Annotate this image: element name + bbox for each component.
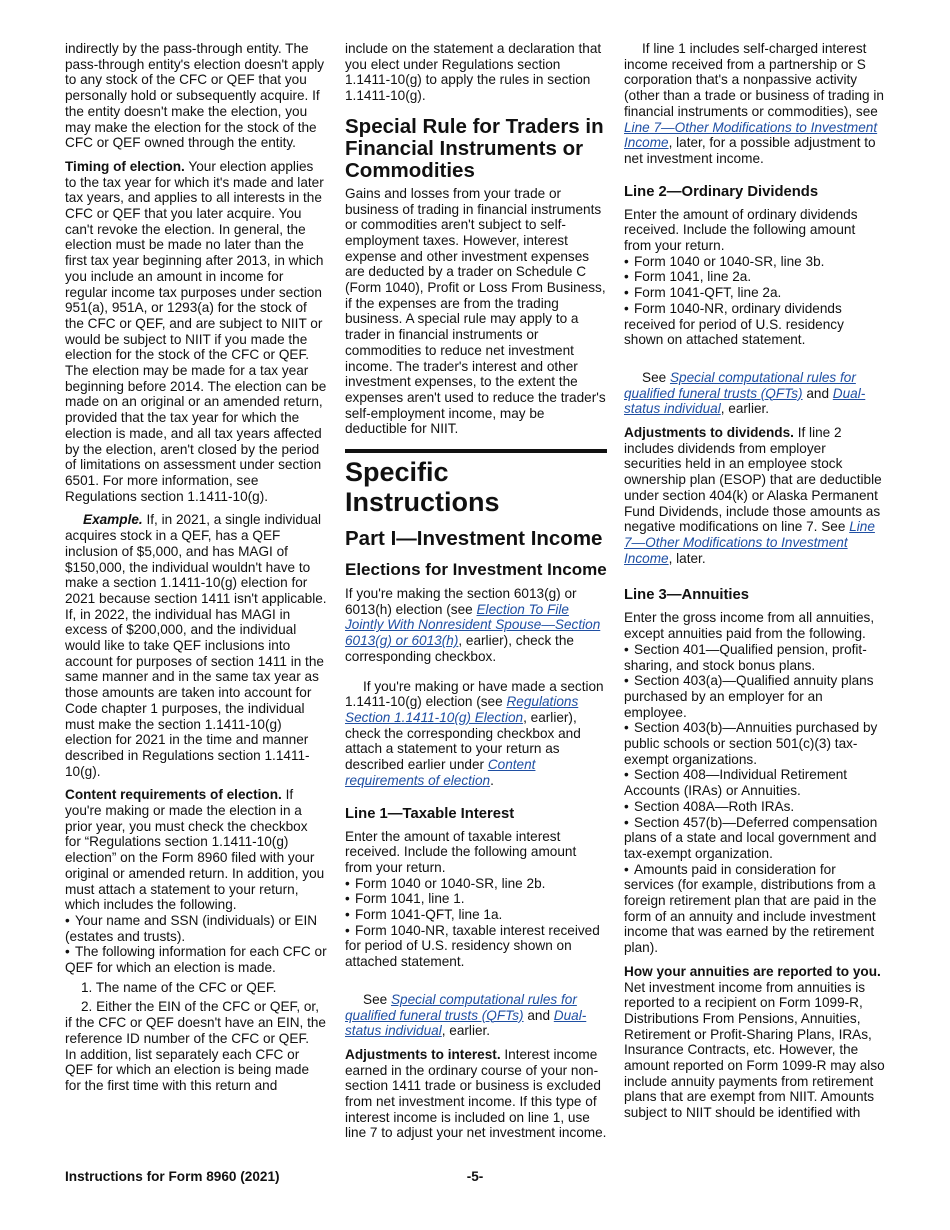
paragraph-self-charged: If line 1 includes self-charged interest income received from a partnership or S corporation that's a nonpassive activity (other than a trade or business of trading in financial instruments or commodities), see Line 7—Other Modifications to Investment Income, later, for a possible adjustment to net investment income. [624,41,884,166]
bullet-icon: • [345,875,350,891]
bullet-icon: • [624,798,629,814]
paragraph-content-requirements [65,787,327,913]
numbered-item: 2. Either the EIN of the CFC or QEF, or, if the CFC or QEF doesn't have an EIN, the reference ID number of the CFC or QEF. [65,999,326,1046]
list-item: • Section 401—Qualified pension, profit-sharing, and stock bonus plans. [624,641,867,673]
bullet-icon: • [345,922,350,938]
list-item: • Your name and SSN (individuals) or EIN (estates and trusts). [65,912,318,944]
bullet-icon: • [624,253,629,269]
bullet-icon: • [624,641,629,657]
example-body: If, in 2021, a single individual acquires stock in a QEF, has a QEF inclusion of $5,000, and has MAGI of $150,000, the individual wouldn't have to make a section 1.1411-10(g) election for 2021 because section 1411 isn't applicable. If, in 2022, the individual has MAGI in excess of $200,000, and the individual would like to take QEF inclusions into account for purposes of section 1411 in the same manner and in the same tax year as those amounts are taken into account for Code chapter 1 purposes, the individual must make the section 1.1411-10(g) election for 2021 in the time and manner described in Regulations section 1.1411-10(g). [65,512,327,779]
list-item: • Form 1041-QFT, line 2a. [624,285,782,301]
paragraph-traders: Gains and losses from your trade or business of trading in financial instruments or commodities aren't subject to self-employment taxes. However, interest expense and other investment expenses are deducted by a trader on Schedule C (Form 1040), Profit or Loss From Business, if the expenses are from the trading business. A special rule may apply to a trader in financial instruments or commodities to reduce net investment income. The trader's interest and other investment expenses, to the extent the expenses aren't used to reduce the trader's self-employment income, may be deductible for NIIT. [345,185,606,437]
content-body: If you're making or made the election in a prior year, you must check the checkbox for “Regulations section 1.1411-10(g) election” on the Form 8960 filed with your original or amended return. In addition, you must attach a statement to your return, which includes the following. [65,787,325,913]
bullet-icon: • [624,767,629,783]
list-item: • Form 1041, line 2a. [624,269,752,285]
footer-form-title: Instructions for Form 8960 (2021) [65,1169,280,1184]
link-dual-status[interactable]: Dual-status individual [624,385,866,417]
bullet-icon: • [624,269,629,285]
paragraph-how-reported: How your annuities are reported to you. Net investment income from annuities is reported to a recipient on Form 1099-R, Distributions From Pensions, Annuities, Retirement or Profit-Sharing Plans, IRAs, Insurance Contracts, etc. However, the amount reported on Form 1099-R may also include annuity payments from retirement plans that are exempt from NIIT. Amounts subject to NIIT should be identified with [624,963,885,1121]
link-election-joint[interactable]: Election To File Jointly With Nonresident Spouse—Section 6013(g) or 6013(h) [345,601,601,649]
line1-title: Line 1—Taxable Interest [345,805,515,822]
list-item: • Form 1040-NR, ordinary dividends received for period of U.S. residency shown on attached statement. [624,300,844,348]
page-title-specific-instructions: Specific Instructions [345,449,607,517]
column-2 [345,41,607,1149]
link-dual-status[interactable]: Dual-status individual [345,1007,587,1039]
link-qft-rules[interactable]: Special computational rules for qualified funeral trusts (QFTs) [624,369,856,401]
bullet-icon: • [624,720,629,736]
line1-intro: Enter the amount of taxable interest received. Include the following amount from your return. [345,828,577,875]
paragraph-see-also: See Special computational rules for qualified funeral trusts (QFTs) and Dual-status individual, earlier. [624,369,866,417]
list-item: • The following information for each CFC or QEF for which an election is made. [65,944,327,976]
timing-body: Your election applies to the tax year for which it's made and later tax years, and applies to all interests in the CFC or QEF that you later acquire. You can't revoke the election. In general, the election must be made no later than the first tax year beginning after 2013, in which you include an amount in income for regular income tax purposes under section 951(a), 951A, or 1293(a) for the stock of the CFC or QEF, and are subject to NIIT or would be subject to NIIT if you made the election for the stock of the CFC or QEF. The election may be made for a tax year beginning before 2014. The election can be made on an original or an amended return, provided that the tax year for which the election is made, and all tax years affected by the election, aren't closed by the period of limitations on assessment under section 6501. For more information, see Regulations section 1.1411-10(g). [65,158,327,504]
paragraph-declaration: include on the statement a declaration that you elect under Regulations section 1.1411-10(g) to apply the rules in section 1.1411-10(g). [345,41,602,104]
column-1 [65,41,327,1102]
bullet-icon: • [65,912,70,928]
page-number: -5- [466,1169,484,1184]
adjustments-dividends-heading: Adjustments to dividends. [624,425,794,441]
numbered-item: 1. The name of the CFC or QEF. [81,979,277,995]
list-item: • Amounts paid in consideration for services (for example, distributions from a foreign retirement plan that are paid in the form of an annuity and include investment income that was earned by the retirement plan). [624,861,877,956]
how-reported-heading: How your annuities are reported to you. [624,963,881,979]
bullet-icon: • [624,673,629,689]
link-content-requirements[interactable]: Content requirements of election [345,757,536,788]
bullet-icon: • [345,891,350,907]
link-regulations-election[interactable]: Regulations Section 1.1411-10(g) Election [345,694,579,725]
line2-intro: Enter the amount of ordinary dividends received. Include the following amount from your return. [624,206,858,254]
line3-title: Line 3—Annuities [624,587,749,604]
list-item: • Form 1041-QFT, line 1a. [345,907,503,923]
paragraph-see-also: See Special computational rules for qualified funeral trusts (QFTs) and Dual-status individual, earlier. [345,991,587,1039]
paragraph-timing [65,159,327,504]
paragraph-pass-through: indirectly by the pass-through entity. The pass-through entity's election doesn't apply to any stock of the CFC or QEF that you personally hold or subsequently acquire. If the entity doesn't make the election, you may make the election for the stock of the CFC or QEF owned through the entity. [65,41,325,151]
list-item: • Form 1041, line 1. [345,891,465,907]
section-title-part1: Part I—Investment Income [345,527,603,551]
bullet-icon: • [624,861,629,877]
paragraph-addition: In addition, list separately each CFC or QEF for which an election is being made for the first time with this return and [65,1046,310,1093]
list-item: • Form 1040-NR, taxable interest received for period of U.S. residency shown on attached statement. [345,922,600,970]
section-title-traders: Special Rule for Traders in Financial Instruments or Commodities [345,114,604,182]
list-item: • Form 1040 or 1040-SR, line 3b. [624,253,825,269]
paragraph-example [65,512,327,779]
link-line7[interactable]: Line 7—Other Modifications to Investment Income [624,119,878,151]
line3-intro: Enter the gross income from all annuities, except annuities paid from the following. [624,610,875,642]
content-heading: Content requirements of election. [65,787,282,803]
adjustments-interest-heading: Adjustments to interest. [345,1046,501,1062]
bullet-icon: • [65,944,70,960]
bullet-icon: • [345,907,350,923]
line2-title: Line 2—Ordinary Dividends [624,183,819,200]
list-item: • Section 403(a)—Qualified annuity plans purchased by an employer for an employee. [624,673,874,720]
bullet-icon: • [624,300,629,316]
link-qft-rules[interactable]: Special computational rules for qualified funeral trusts (QFTs) [345,991,577,1023]
list-item: • Section 408—Individual Retirement Accounts (IRAs) or Annuities. [624,767,848,799]
paragraph-adjustments-interest: Adjustments to interest. Interest income earned in the ordinary course of your non-section 1411 trade or business is excluded from net investment income. If this type of interest income is included on line 1, use line 7 to adjust your net investment income. [345,1046,607,1141]
paragraph-elections-2: If you're making or have made a section 1.1411-10(g) election (see Regulations Section 1.1411-10(g) Election, earlier), check the corresponding checkbox and attach a statement to your return as described earlier under Content requirements of election. [345,678,604,788]
column-3 [624,41,886,1129]
paragraph-elections-1: If you're making the section 6013(g) or 6013(h) election (see Election To File Jointly With Nonresident Spouse—Section 6013(g) or 6013(h), earlier), check the corresponding checkbox. [345,586,601,664]
list-item: • Form 1040 or 1040-SR, line 2b. [345,875,546,891]
timing-heading: Timing of election. [65,158,185,174]
list-item: • Section 457(b)—Deferred compensation plans of a state and local government and tax-exempt organization. [624,814,878,861]
subsection-title-elections: Elections for Investment Income [345,560,607,580]
list-item: • Section 403(b)—Annuities purchased by public schools or section 501(c)(3) tax-exempt organizations. [624,720,878,767]
example-heading: Example. [83,512,143,528]
paragraph-adjustments-dividends: Adjustments to dividends. If line 2 includes dividends from employer securities held in an employee stock ownership plan (ESOP) that are deductible under section 404(k) or Alaska Permanent Fund Dividends, include those amounts as negative modifications on line 7. See Line 7—Other Modifications to Investment Income, later. [624,425,882,566]
link-line7[interactable]: Line 7—Other Modifications to Investment Income [624,519,875,566]
bullet-icon: • [624,285,629,301]
list-item: • Section 408A—Roth IRAs. [624,798,795,814]
bullet-icon: • [624,814,629,830]
